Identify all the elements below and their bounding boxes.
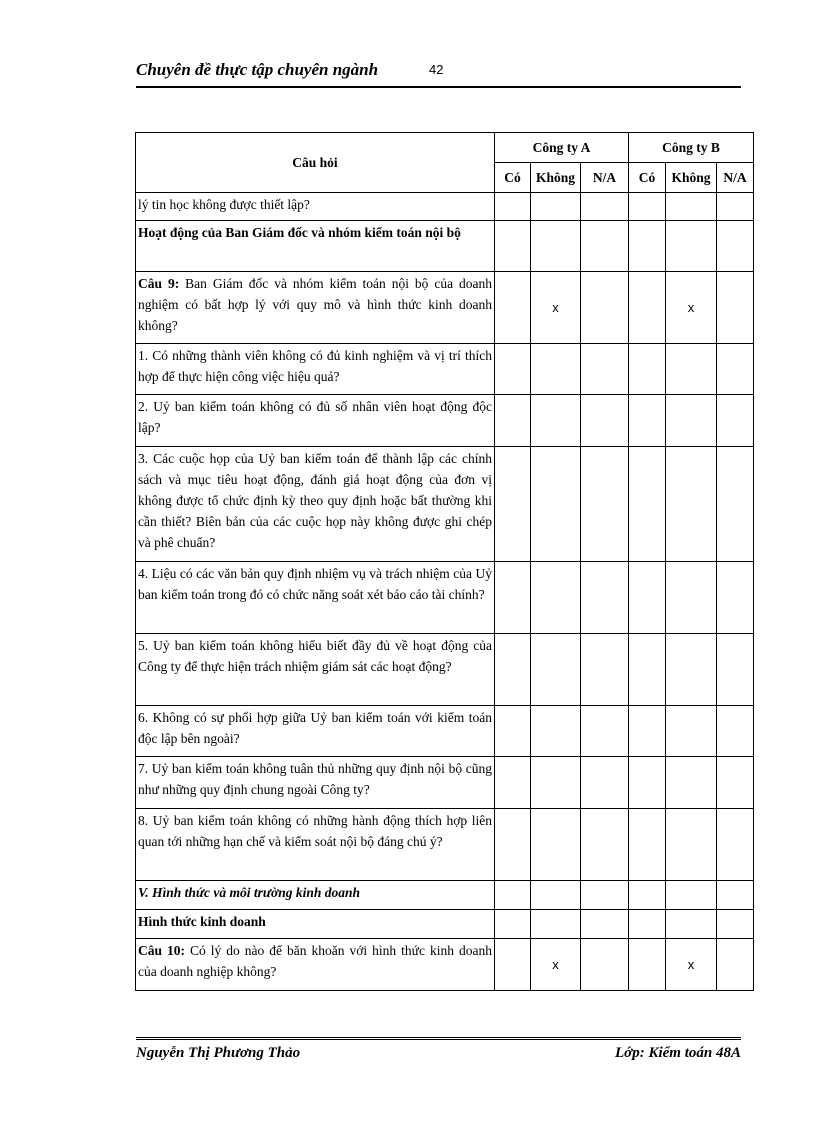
subheader-yes-b: Có <box>629 163 666 193</box>
table-row <box>136 939 754 991</box>
table-row <box>136 562 754 634</box>
page-header <box>136 58 741 88</box>
table-row <box>136 757 754 809</box>
page-number: 42 <box>429 62 444 77</box>
section-heading: V. Hình thức và môi trường kinh doanh <box>136 881 495 910</box>
question-text: lý tin học không được thiết lập? <box>136 193 495 221</box>
table-row <box>136 634 754 706</box>
section-heading: Hoạt động của Ban Giám đốc và nhóm kiểm toán nội bộ <box>136 221 495 272</box>
table-row <box>136 395 754 447</box>
table-row <box>136 910 754 939</box>
document-title: Chuyên đề thực tập chuyên ngành <box>136 60 379 79</box>
table-row <box>136 881 754 910</box>
question-label: Câu 10: <box>138 943 186 958</box>
question-text: 1. Có những thành viên không có đủ kinh nghiệm và vị trí thích hợp để thực hiện công việc hiệu quả? <box>136 344 495 395</box>
question-text: 2. Uỷ ban kiểm toán không có đủ số nhân viên hoạt động độc lập? <box>136 395 495 447</box>
table-row <box>136 809 754 881</box>
author-name: Nguyễn Thị Phương Thảo <box>136 1045 301 1061</box>
subheader-yes-a: Có <box>495 163 531 193</box>
table-row <box>136 193 754 221</box>
subheader-na-a: N/A <box>581 163 629 193</box>
subheader-na-b: N/A <box>717 163 754 193</box>
question-text: Câu 9: Ban Giám đốc và nhóm kiểm toán nội bộ của doanh nghiệm có bất hợp lý với quy mô và hình thức kinh doanh không? <box>136 272 495 344</box>
question-label: Câu 9: <box>138 276 180 291</box>
question-text: Câu 10: Có lý do nào để băn khoăn với hình thức kinh doanh của doanh nghiệp không? <box>136 939 495 991</box>
class-label: Lớp: Kiểm toán 48A <box>615 1045 741 1061</box>
answer-mark: x <box>531 939 581 991</box>
subsection-heading: Hình thức kinh doanh <box>136 910 495 939</box>
subheader-no-b: Không <box>666 163 717 193</box>
table-row <box>136 272 754 344</box>
question-text: 7. Uỷ ban kiểm toán không tuân thủ những quy định nội bộ cũng như những quy định chung ngoài Công ty? <box>136 757 495 809</box>
audit-questionnaire-table <box>135 132 754 991</box>
question-text: 5. Uỷ ban kiểm toán không hiểu biết đầy đủ về hoạt động của Công ty để thực hiện trách nhiệm giám sát các hoạt động? <box>136 634 495 706</box>
column-header-question: Câu hỏi <box>136 133 495 193</box>
table-row <box>136 221 754 272</box>
question-text: 8. Uỷ ban kiểm toán không có những hành động thích hợp liên quan tới những hạn chế và kiểm soát nội bộ đáng chú ý? <box>136 809 495 881</box>
table-row <box>136 344 754 395</box>
question-text: 4. Liệu có các văn bản quy định nhiệm vụ và trách nhiệm của Uỷ ban kiểm toán trong đó có chức năng soát xét báo cáo tài chính? <box>136 562 495 634</box>
answer-mark: x <box>531 272 581 344</box>
answer-mark: x <box>666 272 717 344</box>
question-text: 6. Không có sự phối hợp giữa Uỷ ban kiểm toán với kiểm toán độc lập bên ngoài? <box>136 706 495 757</box>
answer-mark: x <box>666 939 717 991</box>
table-row <box>136 706 754 757</box>
subheader-no-a: Không <box>531 163 581 193</box>
column-header-company-b: Công ty B <box>629 133 754 163</box>
page-footer <box>136 1037 741 1068</box>
column-header-company-a: Công ty A <box>495 133 629 163</box>
question-text: 3. Các cuộc họp của Uỷ ban kiểm toán để thành lập các chính sách và mục tiêu hoạt động, đánh giá hoạt động của đơn vị không được tổ chức định kỳ theo quy định hoặc bất thường khi cần thiết? Biên bản của các cuộc họp này không được ghi chép và phê chuẩn? <box>136 447 495 562</box>
table-row <box>136 447 754 562</box>
